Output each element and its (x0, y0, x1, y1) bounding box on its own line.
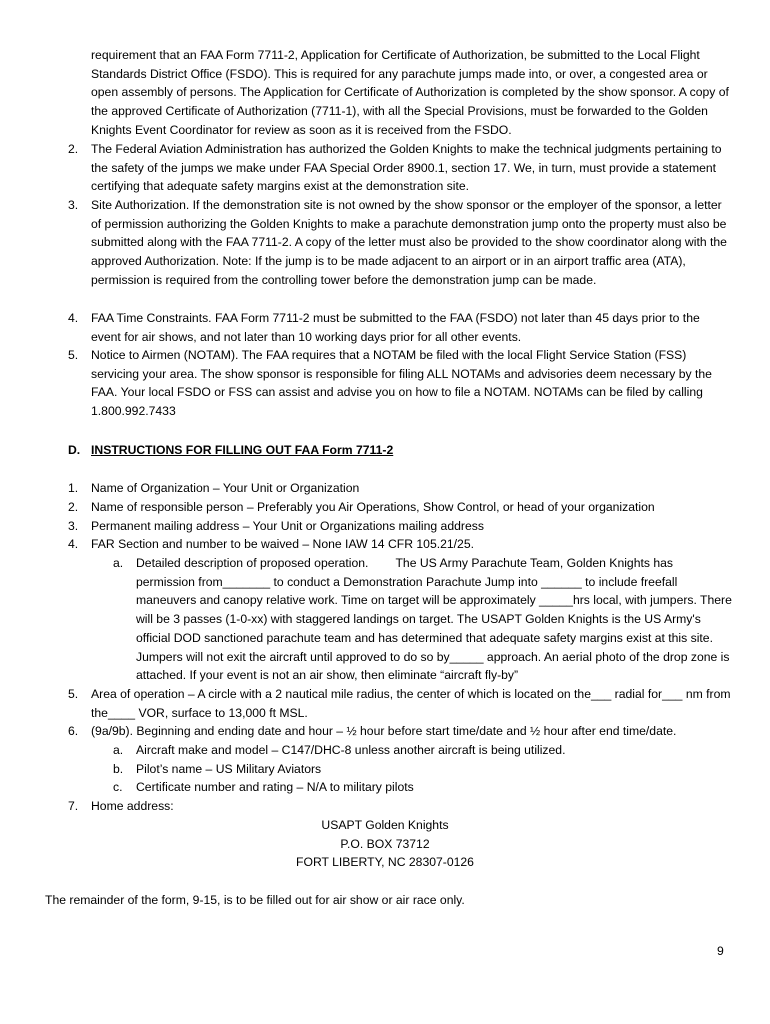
item6b-label: b. (113, 762, 124, 776)
list1-item-5-text: Notice to Airmen (NOTAM). The FAA requires that a NOTAM be filed with the local Flight Service Station (FSS) servicing your area. The show sponsor is responsible for filing ALL NOTAMs and advisories deem necessary by the FAA. Your local FSDO or FSS can assist and advise you on how to file a NOTAM. NOTAMs can be filed by calling 1.800.992.7433 (91, 348, 712, 419)
intro-continuation-paragraph: requirement that an FAA Form 7711-2, Application for Certificate of Authorization, be submitted to the Local Flight Standards District Office (FSDO). This is required for any parachute jumps made into, or over, a congested area or open assembly of persons. The Application for Certificate of Authorization is completed by the show sponsor. A copy of the approved Certificate of Authorization (7711-1), with all the Special Provisions, must be forwarded to the Golden Knights Event Coordinator for review as soon as it is received from the FSDO. (91, 48, 729, 137)
list2-item-7-text: Home address: (91, 799, 174, 813)
remainder-note: The remainder of the form, 9-15, is to be filled out for air show or air race only. (45, 893, 465, 907)
list2-item-3-text: Permanent mailing address – Your Unit or Organizations mailing address (91, 519, 484, 533)
list1-item-3-text: Site Authorization. If the demonstration site is not owned by the show sponsor or the employer of the sponsor, a letter of permission authorizing the Golden Knights to make a parachute demonstration jump onto the property must also be submitted along with the FAA 7711-2. A copy of the letter must also be provided to the show coordinator along with the approved Authorization. Note: If the jump is to be made adjacent to an airport or in an airport traffic area (ATA), permission is required from the controlling tower before the demonstration jump can be made. (91, 198, 727, 287)
item6c-text: Certificate number and rating – N/A to military pilots (136, 780, 414, 794)
list2-item-6-number: 6. (68, 724, 79, 738)
list2-item-2-text: Name of responsible person – Preferably you Air Operations, Show Control, or head of your organization (91, 500, 655, 514)
list2-item-5-text: Area of operation – A circle with a 2 nautical mile radius, the center of which is located on the___ radial for___ nm from the____ VOR, surface to 13,000 ft MSL. (91, 687, 731, 720)
item4a-label: a. (113, 556, 124, 570)
item6c-label: c. (113, 780, 123, 794)
item6a-text: Aircraft make and model – C147/DHC-8 unless another aircraft is being utilized. (136, 743, 566, 757)
list1-item-4-text: FAA Time Constraints. FAA Form 7711-2 must be submitted to the FAA (FSDO) not later than 45 days prior to the event for air shows, and not later than 10 working days prior for all other events. (91, 311, 700, 344)
list2-item-1-number: 1. (68, 481, 79, 495)
list2-item-1-text: Name of Organization – Your Unit or Organization (91, 481, 360, 495)
list2-item-5-number: 5. (68, 687, 79, 701)
list2-item-7-number: 7. (68, 799, 79, 813)
list2-item-3-number: 3. (68, 519, 79, 533)
list1-item-5-number: 5. (68, 348, 79, 362)
list2-item-4-number: 4. (68, 537, 79, 551)
item6a-label: a. (113, 743, 124, 757)
list1-item-2-text: The Federal Aviation Administration has authorized the Golden Knights to make the technical judgments pertaining to the safety of the jumps we make under FAA Special Order 8900.1, section 17. We, in turn, must provide a statement certifying that adequate safety margins exist at the demonstration site. (91, 142, 722, 194)
list2-item-6-text: (9a/9b). Beginning and ending date and hour – ½ hour before start time/date and ½ hour after end time/date. (91, 724, 677, 738)
list2-item-2-number: 2. (68, 500, 79, 514)
address-line-3: FORT LIBERTY, NC 28307-0126 (296, 855, 474, 869)
list2-item-4-text: FAR Section and number to be waived – None IAW 14 CFR 105.21/25. (91, 537, 474, 551)
section-d-letter: D. (68, 443, 81, 457)
item6b-text: Pilot’s name – US Military Aviators (136, 762, 322, 776)
item4a-text: Detailed description of proposed operation. The US Army Parachute Team, Golden Knights has permission from_______ to conduct a Demonstration Parachute Jump into ______ to include freefall maneuvers and canopy relative work. Time on target will be approximately _____hrs local, with jumpers. There will be 3 passes (1-0-xx) with staggered landings on target. The USAPT Golden Knights is the US Army's official DOD sanctioned parachute team and has determined that adequate safety margins exist at this site. Jumpers will not exit the aircraft until approved to do so by_____ approach. An aerial photo of the drop zone is attached. If your event is not an air show, then eliminate “aircraft fly-by” (136, 556, 732, 683)
section-d-title: INSTRUCTIONS FOR FILLING OUT FAA Form 7711-2 (91, 443, 394, 457)
list1-item-2-number: 2. (68, 142, 79, 156)
list1-item-3-number: 3. (68, 198, 79, 212)
list1-item-4-number: 4. (68, 311, 79, 325)
page-number: 9 (717, 944, 724, 958)
address-line-1: USAPT Golden Knights (321, 818, 449, 832)
address-line-2: P.O. BOX 73712 (340, 837, 430, 851)
